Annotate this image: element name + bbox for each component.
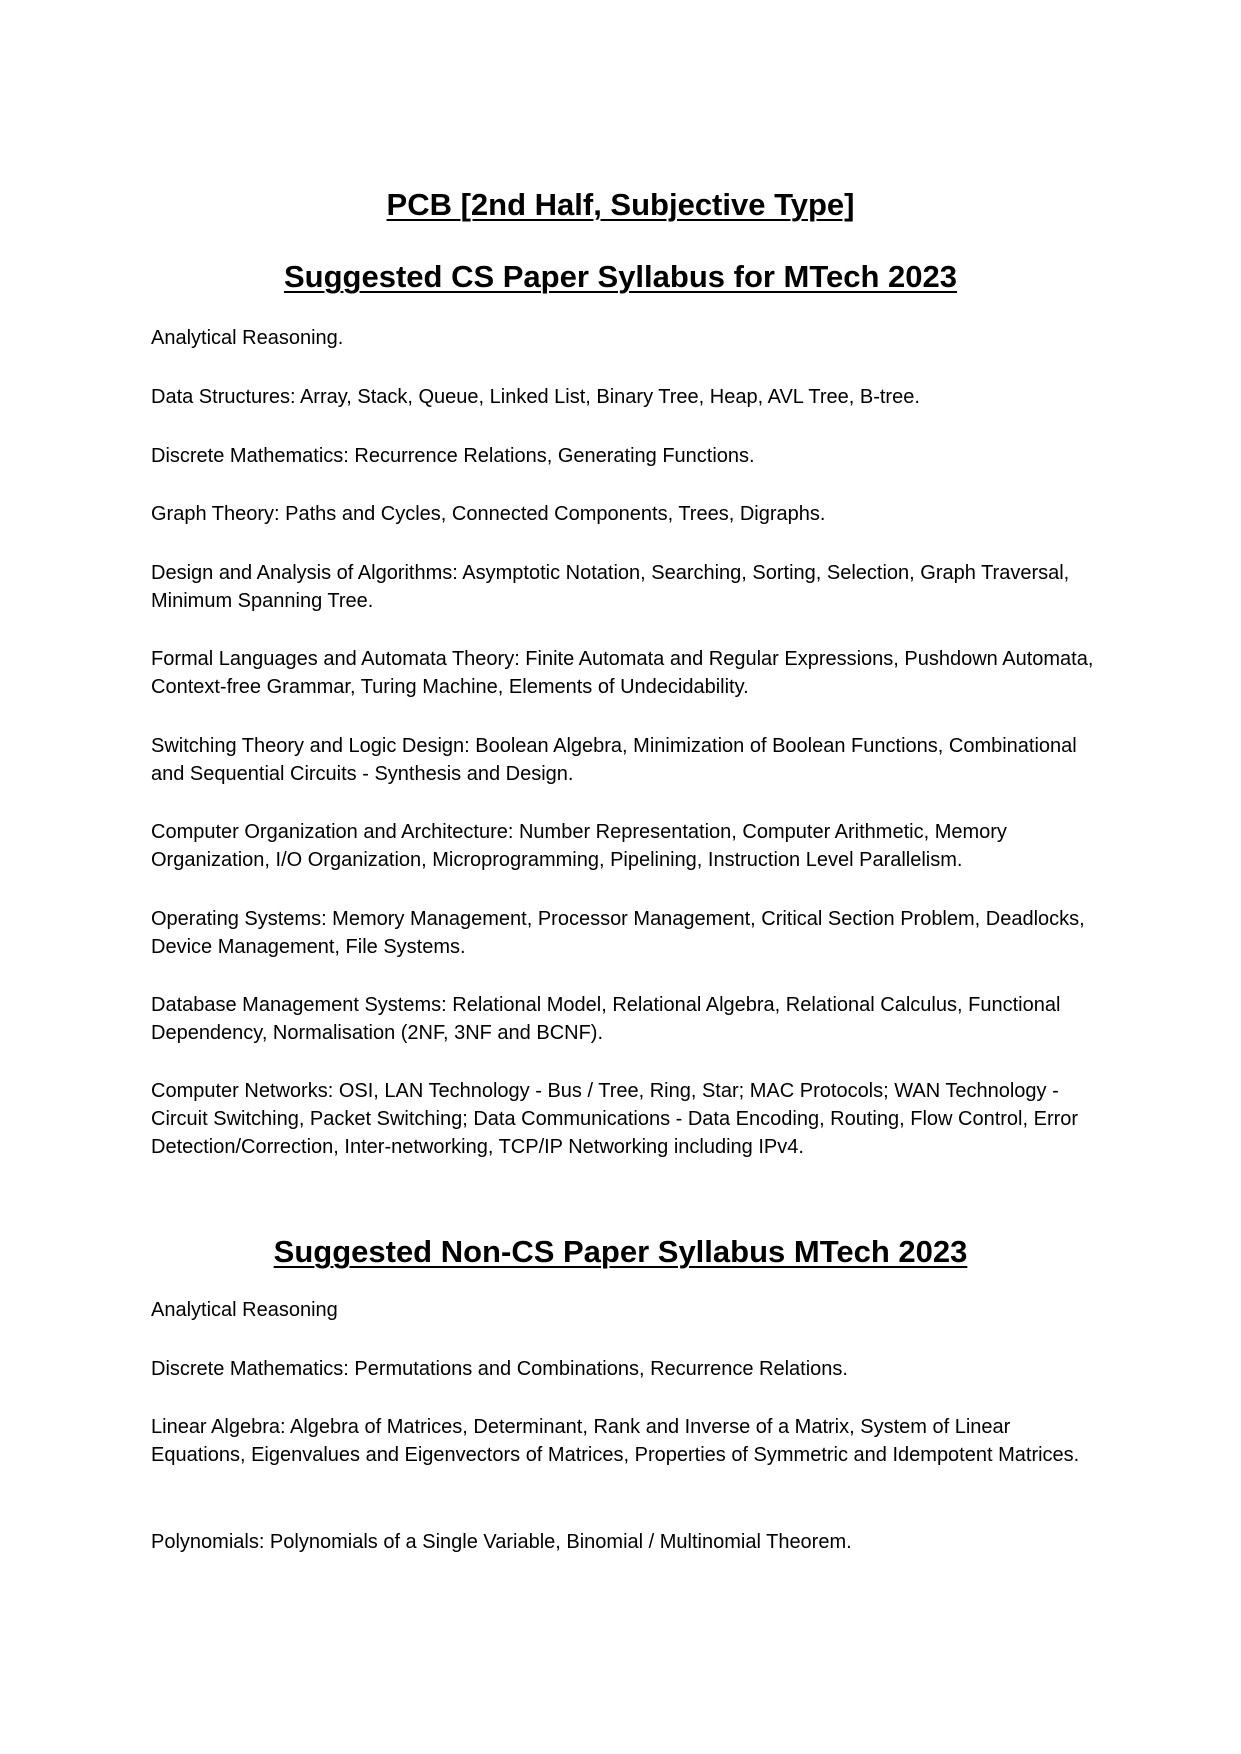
noncs-item-polynomials: Polynomials: Polynomials of a Single Variable, Binomial / Multinomial Theorem. <box>151 1531 852 1553</box>
document-title: PCB [2nd Half, Subjective Type] <box>386 187 855 222</box>
cs-item-switching-theory: Switching Theory and Logic Design: Boolean Algebra, Minimization of Boolean Functions, Combinational and Sequential Circuits - Synthesis and Design. <box>151 735 1077 785</box>
cs-item-algorithms: Design and Analysis of Algorithms: Asymptotic Notation, Searching, Sorting, Selection, Graph Traversal, Minimum Spanning Tree. <box>151 562 1070 612</box>
noncs-item-linear-algebra: Linear Algebra: Algebra of Matrices, Determinant, Rank and Inverse of a Matrix, System of Linear Equations, Eigenvalues and Eigenvectors of Matrices, Properties of Symmetric and Idempotent Matrices. <box>151 1416 1080 1466</box>
cs-syllabus-heading: Suggested CS Paper Syllabus for MTech 2023 <box>283 259 958 294</box>
cs-item-analytical-reasoning: Analytical Reasoning. <box>151 327 344 349</box>
cs-item-formal-languages: Formal Languages and Automata Theory: Finite Automata and Regular Expressions, Pushdown Automata, Context-free Grammar, Turing Machine, Elements of Undecidability. <box>151 648 1094 698</box>
cs-item-graph-theory: Graph Theory: Paths and Cycles, Connected Components, Trees, Digraphs. <box>151 503 826 525</box>
cs-item-database-management: Database Management Systems: Relational Model, Relational Algebra, Relational Calculus, Functional Dependency, Normalisation (2NF, 3NF and BCNF). <box>151 994 1061 1044</box>
cs-item-computer-networks: Computer Networks: OSI, LAN Technology - Bus / Tree, Ring, Star; MAC Protocols; WAN Technology - Circuit Switching, Packet Switching; Data Communications - Data Encoding, Routing, Flow Control, Error Detection/Correction, Inter-networking, TCP/IP Networking including IPv4. <box>151 1080 1079 1158</box>
noncs-item-discrete-mathematics: Discrete Mathematics: Permutations and Combinations, Recurrence Relations. <box>151 1358 848 1380</box>
noncs-item-analytical-reasoning: Analytical Reasoning <box>151 1299 338 1321</box>
cs-item-discrete-mathematics: Discrete Mathematics: Recurrence Relations, Generating Functions. <box>151 445 755 467</box>
cs-item-data-structures: Data Structures: Array, Stack, Queue, Linked List, Binary Tree, Heap, AVL Tree, B-tree. <box>151 386 920 408</box>
noncs-syllabus-heading: Suggested Non-CS Paper Syllabus MTech 2023 <box>273 1234 968 1269</box>
cs-item-operating-systems: Operating Systems: Memory Management, Processor Management, Critical Section Problem, Deadlocks, Device Management, File Systems. <box>151 908 1085 958</box>
cs-item-computer-organization: Computer Organization and Architecture: Number Representation, Computer Arithmetic, Memory Organization, I/O Organization, Microprogramming, Pipelining, Instruction Level Parallelism. <box>151 821 1007 871</box>
